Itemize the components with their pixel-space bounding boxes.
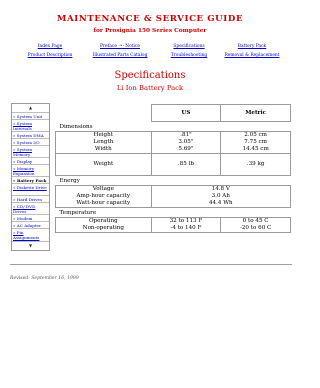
footer-divider [10, 264, 292, 265]
sidebar-item-system-internals[interactable]: » System Internals [12, 120, 49, 132]
column-header-metric: Metric [221, 105, 291, 122]
sidebar-item-system-io[interactable]: » System I/O [12, 139, 49, 146]
sidebar-nav [11, 103, 50, 251]
category-temperature: Temperature [59, 209, 97, 216]
label-weight: Weight [56, 154, 152, 176]
category-energy: Energy [59, 177, 80, 184]
nav-link-illustrated-parts-catalog[interactable]: Illustrated Parts Catalog [92, 53, 148, 58]
section-title: Specifications [114, 70, 186, 81]
temperature-metric-cell [221, 218, 291, 233]
sidebar-item-memory-expansion[interactable]: » Memory Expansion [12, 165, 49, 177]
page-title: MAINTENANCE & SERVICE GUIDE [56, 14, 244, 24]
label-watt-hour-capacity: Watt-hour capacity [76, 200, 131, 206]
sidebar-item-display[interactable]: » Display [12, 158, 49, 165]
nav-link-troubleshooting[interactable]: Troubleshooting [170, 53, 208, 58]
energy-labels-cell [56, 186, 152, 208]
value-voltage: 14.8 V [211, 186, 230, 192]
dimension-labels-cell [56, 132, 152, 154]
temperature-labels-cell [56, 218, 152, 233]
sidebar-item-ac-adapter[interactable]: » AC Adapter [12, 222, 49, 229]
value-height-metric: 2.05 cm [244, 132, 267, 138]
header-blank-cell [56, 105, 152, 122]
sidebar-item-system-unit[interactable]: » System Unit [12, 113, 49, 120]
revised-date: Revised: September 16, 1999 [10, 276, 79, 281]
nav-row-top [0, 44, 300, 53]
nav-link-preface-notice[interactable]: Preface -•- Notice [99, 44, 141, 49]
nav-link-specifications[interactable]: Specifications [173, 44, 205, 49]
sidebar-item-modem[interactable]: » Modem [12, 215, 49, 222]
label-amp-hour-capacity: Amp-hour capacity [76, 193, 131, 199]
dimension-metric-cell [221, 132, 291, 154]
value-weight-metric: .39 kg [221, 154, 291, 176]
section-subtitle: Li Ion Battery Pack [116, 84, 184, 92]
label-length: Length [93, 139, 114, 145]
scroll-down-arrow-icon[interactable]: ▼ [12, 241, 49, 250]
sidebar-item-pin-assignments[interactable]: » Pin Assignments [13, 229, 40, 240]
category-dimensions: Dimensions [59, 123, 93, 130]
label-height: Height [93, 132, 113, 138]
nav-link-battery-pack[interactable]: Battery Pack [237, 44, 267, 49]
sidebar-item-diskette-drive[interactable]: » Diskette Drive [12, 184, 49, 196]
value-weight-us: .85 lb [151, 154, 221, 176]
value-height-us: .81" [180, 132, 192, 138]
nav-link-index-page[interactable]: Index Page [37, 44, 63, 49]
page-subtitle: for Prosignia 150 Series Computer [93, 28, 207, 34]
nav-link-removal-replacement[interactable]: Removal & Replacement [224, 53, 280, 58]
column-header-us: US [151, 105, 221, 122]
value-width-us: 5.69" [178, 146, 194, 152]
dimension-us-cell [151, 132, 221, 154]
sidebar-item-cd-dvd-drives[interactable]: » CD/ DVD Drives [12, 203, 49, 215]
value-non-operating-metric: -20 to 60 C [239, 225, 272, 231]
scroll-up-arrow-icon[interactable]: ▲ [12, 104, 49, 113]
label-non-operating: Non-operating [82, 225, 124, 231]
nav-row-bottom [0, 53, 300, 62]
sidebar-item-hard-drives[interactable]: » Hard Drives [12, 196, 49, 203]
label-operating: Operating [88, 218, 118, 224]
value-operating-us: 32 to 113 F [169, 218, 203, 224]
sidebar-item-battery-pack[interactable]: » Battery Pack [12, 177, 49, 184]
spec-table [55, 104, 291, 233]
value-length-us: 3.05" [178, 139, 194, 145]
energy-values-cell [151, 186, 290, 208]
value-amp-hour-capacity: 3.0 Ah [211, 193, 230, 199]
value-operating-metric: 0 to 45 C [242, 218, 269, 224]
sidebar-item-system-dma[interactable]: » System DMA [12, 132, 49, 139]
sidebar-item-system-memory[interactable]: » System Memory [12, 146, 49, 158]
value-width-metric: 14.45 cm [242, 146, 269, 152]
value-watt-hour-capacity: 44.4 Wh [209, 200, 233, 206]
label-width: Width [94, 146, 112, 152]
label-voltage: Voltage [92, 186, 114, 192]
value-length-metric: 7.75 cm [244, 139, 267, 145]
nav-link-product-description[interactable]: Product Description [27, 53, 73, 58]
value-non-operating-us: -4 to 140 F [170, 225, 202, 231]
temperature-us-cell [151, 218, 221, 233]
